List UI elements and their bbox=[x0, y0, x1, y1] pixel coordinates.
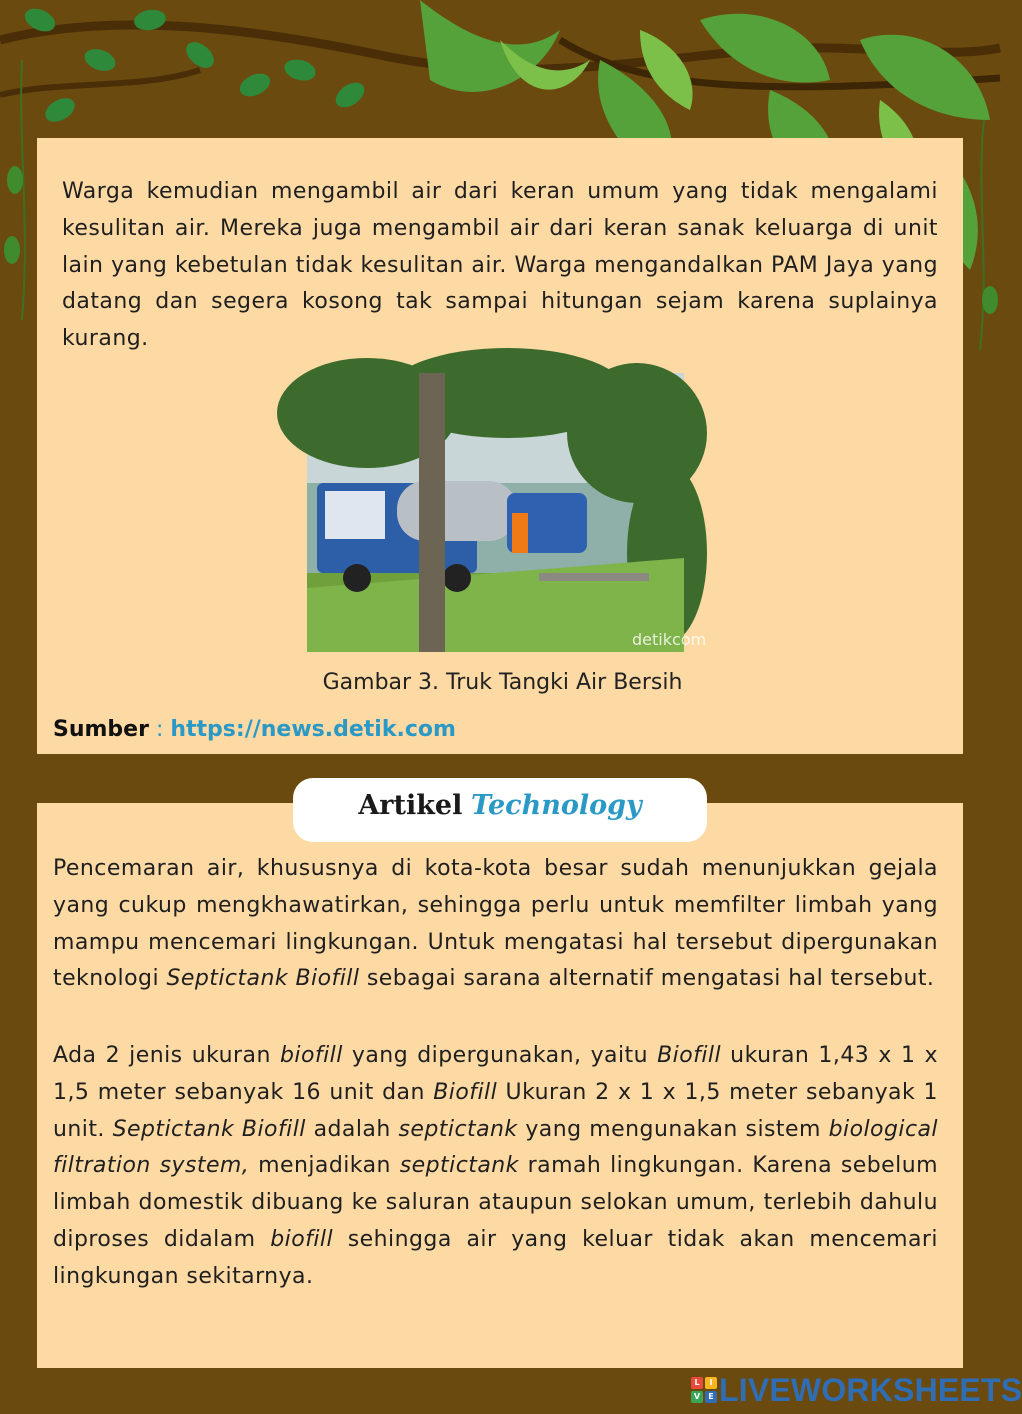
source-label: Sumber bbox=[53, 717, 149, 742]
article-title-word: Artikel bbox=[358, 790, 463, 821]
photo-watermark: detikcom bbox=[632, 630, 707, 649]
source-line bbox=[53, 717, 456, 742]
article-paragraph-2: Ada 2 jenis ukuran biofill yang dipergunakan, yaitu Biofill ukuran 1,43 x 1 x 1,5 meter sebanyak 16 unit dan Biofill Ukuran 2 x 1 x 1,5 meter sebanyak 1 unit. Septictank Biofill adalah septictank yang mengunakan sistem biological filtration system, menjadikan septictank ramah lingkungan. Karena sebelum limbah domestik dibuang ke saluran ataupun selokan umum, terlebih dahulu diproses didalam biofill sehingga air yang keluar tidak akan mencemari lingkungan sekitarnya. bbox=[53, 1043, 939, 1289]
source-separator: : bbox=[148, 717, 171, 742]
intro-paragraph: Warga kemudian mengambil air dari keran umum yang tidak mengalami kesulitan air. Mereka juga mengambil air dari keran sanak keluarga di unit lain yang kebetulan tidak kesulitan air. Warga mengandalkan PAM Jaya yang datang dan segera kosong tak sampai hitungan sejam karena suplainya kurang. bbox=[62, 179, 938, 352]
article-title bbox=[293, 778, 707, 842]
article-paragraph-1: Pencemaran air, khususnya di kota-kota besar sudah menunjukkan gejala yang cukup mengkhawatirkan, sehingga perlu untuk memfilter limbah yang mampu mencemari lingkungan. Untuk mengatasi hal tersebut dipergunakan teknologi Septictank Biofill sebagai sarana alternatif mengatasi hal tersebut. bbox=[53, 856, 938, 992]
article-title-accent: Technology bbox=[470, 790, 642, 821]
figure-caption: Gambar 3. Truk Tangki Air Bersih bbox=[322, 670, 683, 695]
source-link[interactable]: https://news.detik.com bbox=[170, 717, 456, 742]
liveworksheets-logo-text: LIVEWORKSHEETS bbox=[719, 1372, 1022, 1408]
water-tank-truck-photo bbox=[307, 373, 707, 652]
liveworksheets-logo-icon: L I V E bbox=[691, 1377, 717, 1403]
